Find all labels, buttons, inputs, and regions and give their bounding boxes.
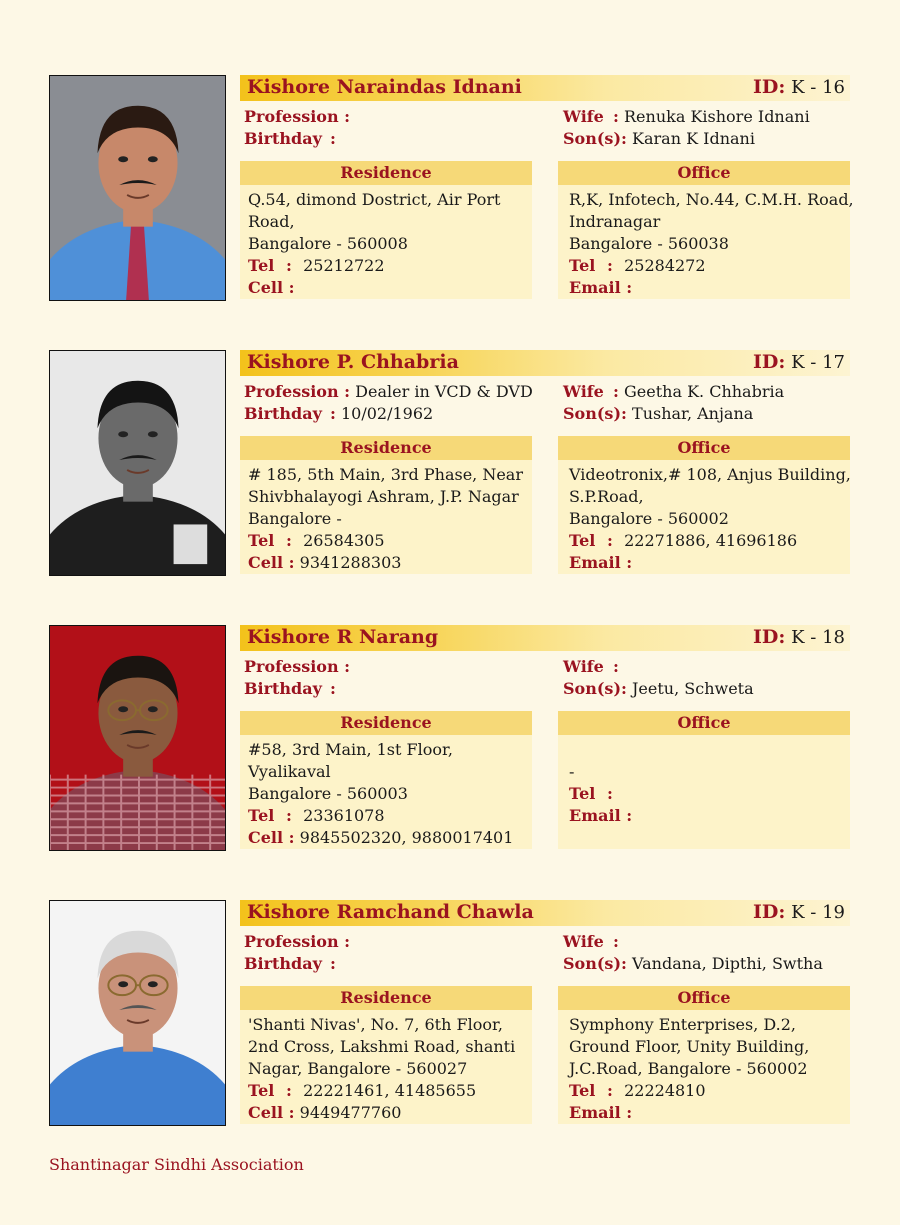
office-panel: [558, 711, 850, 849]
member-entry: [0, 75, 900, 303]
sons-value: Karan K Idnani: [632, 129, 755, 148]
office-address-line: Bangalore - 560038: [569, 234, 729, 253]
wife-value: Renuka Kishore Idnani: [624, 107, 810, 126]
sons-value: Tushar, Anjana: [632, 404, 754, 423]
wife-label: Wife: [563, 382, 604, 401]
residence-address-line: Bangalore - 560008: [248, 234, 408, 253]
id-label: ID:: [752, 626, 786, 648]
office-tel-value: 22271886, 41696186: [624, 531, 798, 550]
residence-address-line: 'Shanti Nivas', No. 7, 6th Floor,: [248, 1015, 503, 1034]
residence-address-line: # 185, 5th Main, 3rd Phase, Near: [248, 465, 523, 484]
tel-label: Tel: [248, 256, 275, 275]
member-photo: [49, 350, 226, 576]
office-address: [569, 739, 844, 827]
office-address-line: S.P.Road,: [569, 487, 644, 506]
residence-address: [248, 739, 526, 849]
residence-panel: [240, 711, 532, 849]
office-email-row: [569, 552, 844, 574]
residence-address-line: Bangalore - 560003: [248, 784, 408, 803]
profession-label: Profession :: [244, 932, 351, 951]
residence-tel-row: [248, 1080, 526, 1102]
residence-tel-value: 25212722: [303, 256, 385, 275]
residence-address: [248, 1014, 526, 1124]
id-label: ID:: [752, 901, 786, 923]
portrait-photo-image: [50, 76, 225, 300]
birthday-value: 10/02/1962: [341, 404, 434, 423]
sons-label: Son(s):: [563, 129, 627, 148]
birthday-label: Birthday: [244, 954, 322, 973]
residence-tel-row: [248, 255, 526, 277]
residence-tel-value: 23361078: [303, 806, 385, 825]
office-email-row: [569, 1102, 844, 1124]
residence-tel-value: 26584305: [303, 531, 385, 550]
member-entry: [0, 625, 900, 853]
wife-label: Wife: [563, 657, 604, 676]
member-entry: [0, 350, 900, 578]
sons-label: Son(s):: [563, 679, 627, 698]
wife-row: [563, 931, 619, 953]
wife-colon: :: [613, 932, 619, 951]
name-header-bar: [240, 75, 850, 101]
portrait-photo-image: [50, 626, 225, 850]
profession-label: Profession :: [244, 382, 351, 401]
birthday-colon: :: [330, 129, 336, 148]
residence-tel-value: 22221461, 41485655: [303, 1081, 477, 1100]
office-address-line: Videotronix,# 108, Anjus Building,: [569, 465, 851, 484]
sons-value: Jeetu, Schweta: [632, 679, 754, 698]
office-address-line: Ground Floor, Unity Building,: [569, 1037, 810, 1056]
profession-value: Dealer in VCD & DVD: [355, 382, 533, 401]
id-value: K - 17: [791, 352, 845, 373]
member-name: Kishore P. Chhabria: [247, 351, 459, 373]
office-tel-row: [569, 783, 844, 805]
member-entry: [0, 900, 900, 1128]
residence-heading: Residence: [240, 161, 532, 185]
residence-address-line: Shivbhalayogi Ashram, J.P. Nagar: [248, 487, 519, 506]
tel-colon: :: [286, 806, 292, 825]
profession-row: [244, 656, 350, 678]
wife-colon: :: [613, 382, 619, 401]
residence-tel-row: [248, 805, 526, 827]
office-panel: [558, 161, 854, 299]
residence-address-line: Road,: [248, 212, 295, 231]
residence-address-line: #58, 3rd Main, 1st Floor,: [248, 740, 453, 759]
residence-cell-value: 9341288303: [299, 553, 402, 572]
wife-label: Wife: [563, 107, 604, 126]
residence-address: [248, 464, 526, 574]
office-tel-value: 22224810: [624, 1081, 706, 1100]
id-label: ID:: [752, 351, 786, 373]
member-id: [753, 901, 845, 923]
residence-cell-row: [248, 1102, 526, 1124]
member-photo: [49, 75, 226, 301]
sons-row: [563, 953, 823, 975]
office-email-row: [569, 805, 844, 827]
birthday-label: Birthday: [244, 404, 322, 423]
tel-label: Tel: [248, 531, 275, 550]
profession-row: [244, 381, 533, 403]
office-address: [569, 189, 854, 299]
tel-colon: :: [286, 1081, 292, 1100]
residence-address-line: 2nd Cross, Lakshmi Road, shanti: [248, 1037, 516, 1056]
wife-colon: :: [613, 657, 619, 676]
residence-heading: Residence: [240, 711, 532, 735]
tel-label: Tel: [248, 1081, 275, 1100]
office-tel-row: [569, 530, 844, 552]
footer-association-name: Shantinagar Sindhi Association: [49, 1155, 304, 1174]
birthday-row: [244, 953, 336, 975]
residence-cell-row: [248, 827, 526, 849]
birthday-row: [244, 128, 336, 150]
office-address-line: [569, 739, 844, 761]
cell-label: Cell :: [248, 828, 295, 847]
portrait-photo-image: [50, 901, 225, 1125]
tel-label: Tel: [248, 806, 275, 825]
residence-heading: Residence: [240, 436, 532, 460]
office-address-line: Symphony Enterprises, D.2,: [569, 1015, 796, 1034]
residence-address-line: Nagar, Bangalore - 560027: [248, 1059, 468, 1078]
sons-row: [563, 128, 755, 150]
wife-colon: :: [613, 107, 619, 126]
sons-label: Son(s):: [563, 404, 627, 423]
wife-row: [563, 106, 810, 128]
office-heading: Office: [558, 161, 850, 185]
member-photo: [49, 625, 226, 851]
cell-label: Cell :: [248, 278, 295, 297]
office-address-line: Indranagar: [569, 212, 661, 231]
tel-colon: :: [286, 531, 292, 550]
office-heading: Office: [558, 711, 850, 735]
office-email-row: [569, 277, 844, 299]
birthday-colon: :: [330, 404, 336, 423]
residence-address: [248, 189, 526, 299]
tel-label: Tel: [569, 256, 596, 275]
office-tel-value: 25284272: [624, 256, 706, 275]
birthday-label: Birthday: [244, 679, 322, 698]
profession-row: [244, 106, 350, 128]
email-label: Email :: [569, 553, 633, 572]
name-header-bar: [240, 625, 850, 651]
sons-label: Son(s):: [563, 954, 627, 973]
residence-cell-row: [248, 552, 526, 574]
office-address-line: J.C.Road, Bangalore - 560002: [569, 1059, 808, 1078]
residence-tel-row: [248, 530, 526, 552]
residence-address-line: Q.54, dimond Dostrict, Air Port: [248, 190, 501, 209]
name-header-bar: [240, 900, 850, 926]
wife-row: [563, 381, 784, 403]
residence-address-line: Vyalikaval: [248, 762, 331, 781]
member-id: [753, 351, 845, 373]
residence-heading: Residence: [240, 986, 532, 1010]
profession-label: Profession :: [244, 107, 351, 126]
office-address: [569, 464, 851, 574]
portrait-photo-image: [50, 351, 225, 575]
office-address-line: -: [569, 762, 575, 781]
wife-value: Geetha K. Chhabria: [624, 382, 785, 401]
profession-row: [244, 931, 350, 953]
tel-colon: :: [607, 531, 613, 550]
tel-colon: :: [286, 256, 292, 275]
cell-label: Cell :: [248, 1103, 295, 1122]
residence-cell-value: 9845502320, 9880017401: [299, 828, 514, 847]
profession-label: Profession :: [244, 657, 351, 676]
tel-colon: :: [607, 256, 613, 275]
office-heading: Office: [558, 986, 850, 1010]
member-name: Kishore Naraindas Idnani: [247, 76, 522, 98]
birthday-colon: :: [330, 954, 336, 973]
email-label: Email :: [569, 806, 633, 825]
office-tel-row: [569, 1080, 844, 1102]
member-id: [753, 626, 845, 648]
id-value: K - 16: [791, 77, 845, 98]
id-label: ID:: [752, 76, 786, 98]
sons-row: [563, 678, 754, 700]
office-heading: Office: [558, 436, 850, 460]
birthday-colon: :: [330, 679, 336, 698]
tel-colon: :: [607, 1081, 613, 1100]
birthday-row: [244, 403, 433, 425]
member-name: Kishore Ramchand Chawla: [247, 901, 534, 923]
residence-address-line: Bangalore -: [248, 509, 342, 528]
wife-row: [563, 656, 619, 678]
office-address: [569, 1014, 844, 1124]
member-id: [753, 76, 845, 98]
residence-panel: [240, 161, 532, 299]
id-value: K - 19: [791, 902, 845, 923]
residence-cell-row: [248, 277, 526, 299]
tel-colon: :: [607, 784, 613, 803]
birthday-label: Birthday: [244, 129, 322, 148]
residence-panel: [240, 436, 532, 574]
tel-label: Tel: [569, 784, 596, 803]
birthday-row: [244, 678, 336, 700]
office-panel: [558, 986, 850, 1124]
name-header-bar: [240, 350, 850, 376]
tel-label: Tel: [569, 1081, 596, 1100]
office-panel: [558, 436, 850, 574]
residence-panel: [240, 986, 532, 1124]
email-label: Email :: [569, 278, 633, 297]
sons-row: [563, 403, 753, 425]
member-name: Kishore R Narang: [247, 626, 439, 648]
id-value: K - 18: [791, 627, 845, 648]
sons-value: Vandana, Dipthi, Swtha: [632, 954, 823, 973]
member-photo: [49, 900, 226, 1126]
tel-label: Tel: [569, 531, 596, 550]
cell-label: Cell :: [248, 553, 295, 572]
office-address-line: R,K, Infotech, No.44, C.M.H. Road,: [569, 190, 854, 209]
wife-label: Wife: [563, 932, 604, 951]
office-address-line: Bangalore - 560002: [569, 509, 729, 528]
residence-cell-value: 9449477760: [299, 1103, 402, 1122]
email-label: Email :: [569, 1103, 633, 1122]
office-tel-row: [569, 255, 844, 277]
